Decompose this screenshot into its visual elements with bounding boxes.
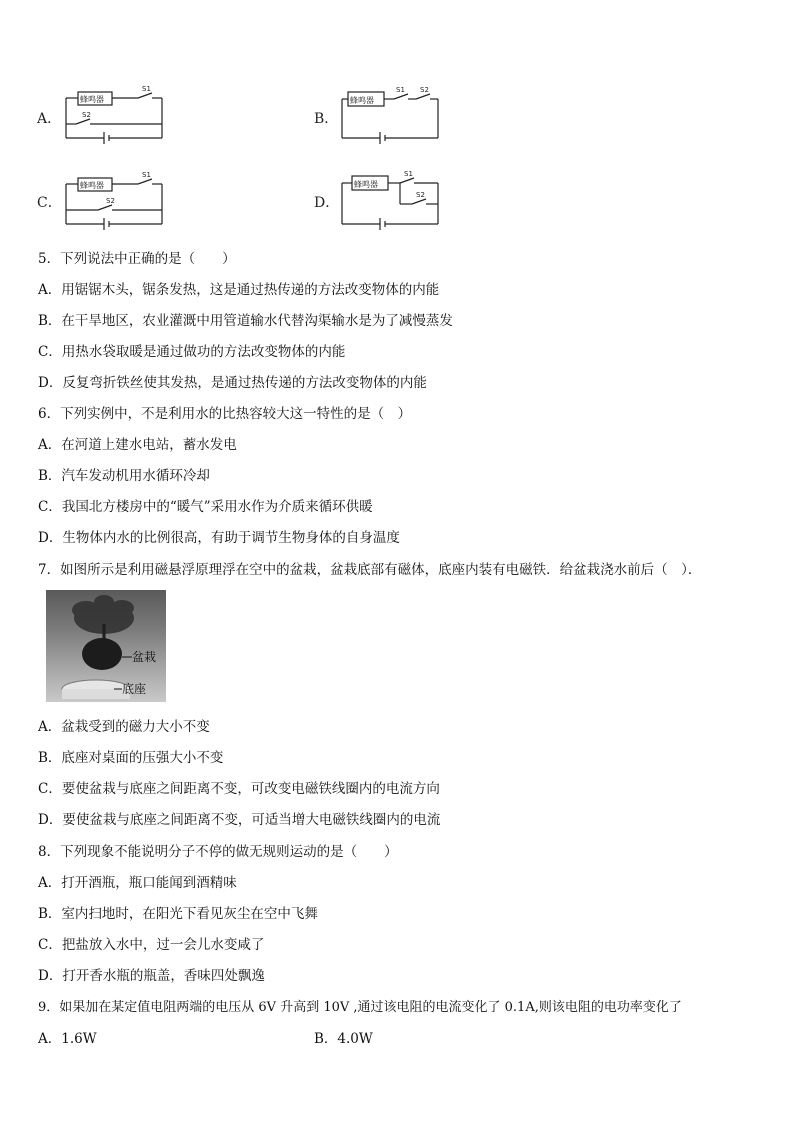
buzzer-label: 蜂鸣器 — [350, 96, 374, 105]
switch-s2 — [412, 199, 426, 204]
s2-label: S2 — [416, 191, 425, 199]
question-5-stem: 5．下列说法中正确的是（ ） — [38, 251, 236, 267]
question-6-stem: 6．下列实例中，不是利用水的比热容较大这一特性的是（ ） — [38, 406, 412, 422]
option-letter-c: C． — [37, 195, 62, 211]
circuit-diagram-d — [336, 168, 446, 232]
question-8-option-c: C．把盐放入水中，过一会儿水变咸了 — [38, 937, 265, 953]
question-9-option-a: A．1.6W — [38, 1031, 97, 1047]
plant-pot — [82, 638, 122, 670]
question-8-stem: 8．下列现象不能说明分子不停的做无规则运动的是（ ） — [38, 844, 398, 860]
option-letter-b: B． — [314, 111, 339, 127]
maglev-plant-photo — [46, 590, 166, 702]
s2-label: S2 — [82, 111, 91, 119]
switch-s1 — [138, 179, 152, 184]
question-5-option-c: C．用热水袋取暖是通过做功的方法改变物体的内能 — [38, 344, 346, 360]
question-9-stem: 9．如果加在某定值电阻两端的电压从 6V 升高到 10V ,通过该电阻的电流变化了 0.1A,则该电阻的电功率变化了 — [38, 1000, 682, 1015]
option-letter-a: A． — [37, 111, 62, 127]
question-8-option-d: D．打开香水瓶的瓶盖，香味四处飘逸 — [38, 968, 265, 984]
buzzer-label: 蜂鸣器 — [354, 180, 378, 189]
maglev-plant-illustration — [46, 590, 166, 702]
question-6-option-c: C．我国北方楼房中的“暖气”采用水作为介质来循环供暖 — [38, 499, 373, 515]
s1-label: S1 — [142, 171, 151, 179]
question-5-option-b: B．在干旱地区，农业灌溉中用管道输水代替沟渠输水是为了减慢蒸发 — [38, 313, 453, 329]
question-6-option-b: B．汽车发动机用水循环冷却 — [38, 468, 210, 484]
question-8-option-b: B．室内扫地时，在阳光下看见灰尘在空中飞舞 — [38, 906, 318, 922]
circuit-diagram-a — [60, 84, 170, 146]
circuit-diagram-c — [60, 170, 170, 232]
question-6-option-a: A．在河道上建水电站，蓄水发电 — [38, 437, 237, 453]
switch-s1 — [138, 93, 152, 98]
switch-s2 — [98, 205, 112, 210]
question-9-option-b: B．4.0W — [314, 1031, 373, 1047]
switch-s1 — [394, 94, 408, 99]
question-5-option-d: D．反复弯折铁丝使其发热，是通过热传递的方法改变物体的内能 — [38, 375, 427, 391]
buzzer-label: 蜂鸣器 — [80, 95, 104, 104]
option-letter-d: D． — [314, 195, 340, 211]
question-8-option-a: A．打开酒瓶，瓶口能闻到酒精味 — [38, 875, 237, 891]
switch-s1 — [400, 178, 414, 183]
question-7-option-d: D．要使盆栽与底座之间距离不变，可适当增大电磁铁线圈内的电流 — [38, 812, 441, 828]
switch-s2 — [76, 119, 90, 124]
question-7-option-b: B．底座对桌面的压强大小不变 — [38, 750, 224, 766]
switch-s2 — [416, 94, 430, 99]
base-label: 底座 — [122, 682, 147, 696]
question-6-option-d: D．生物体内水的比例很高，有助于调节生物身体的自身温度 — [38, 530, 400, 546]
s2-label: S2 — [420, 86, 429, 94]
s2-label: S2 — [106, 197, 115, 205]
circuit-diagram-b — [336, 84, 446, 146]
s1-label: S1 — [396, 86, 405, 94]
s1-label: S1 — [142, 85, 151, 93]
buzzer-label: 蜂鸣器 — [80, 181, 104, 190]
plant-label: 盆栽 — [132, 650, 157, 664]
question-5-option-a: A．用锯锯木头，锯条发热，这是通过热传递的方法改变物体的内能 — [38, 282, 440, 298]
s1-label: S1 — [404, 170, 413, 178]
question-7-option-a: A．盆栽受到的磁力大小不变 — [38, 719, 210, 735]
question-7-stem: 7．如图所示是利用磁悬浮原理浮在空中的盆栽，盆栽底部有磁体，底座内装有电磁铁．给盆栽浇水前后（ ）． — [38, 562, 702, 578]
question-7-option-c: C．要使盆栽与底座之间距离不变，可改变电磁铁线圈内的电流方向 — [38, 781, 440, 797]
